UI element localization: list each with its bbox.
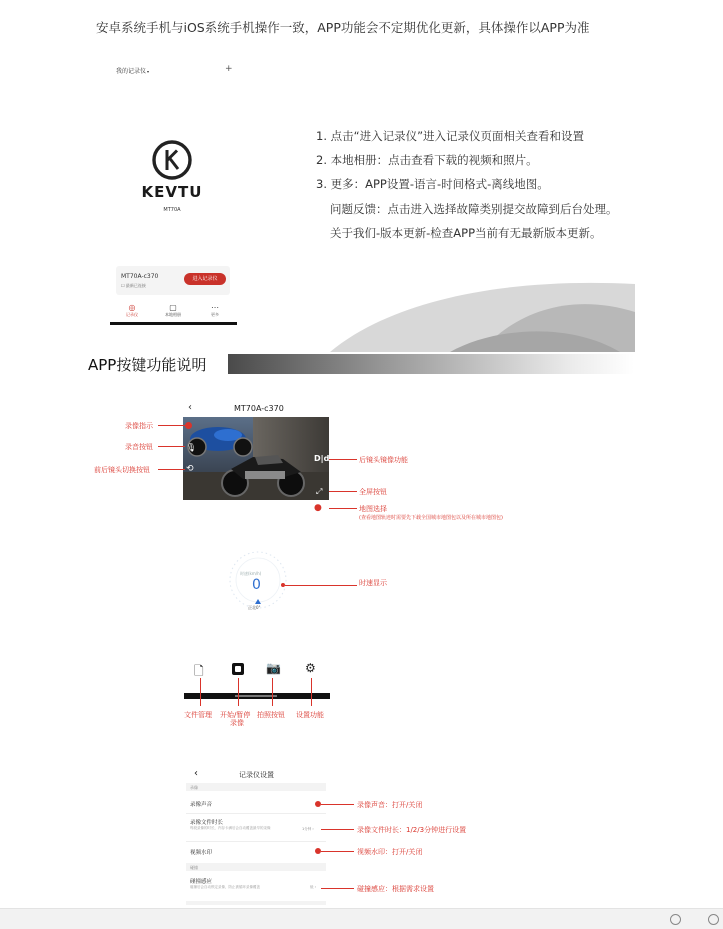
record-start-pause-icon[interactable]: [232, 663, 244, 675]
label-start-pause: 开始/暂停: [220, 711, 251, 719]
leader-line: [329, 459, 357, 460]
desc-line-4: 问题反馈：点击进入选择故障类别提交故障到后台处理。: [330, 202, 618, 216]
leader-line: [321, 888, 354, 889]
mirror-icon[interactable]: D|d: [314, 454, 330, 463]
switch-camera-icon[interactable]: ⟲: [186, 464, 194, 474]
tab-more-label: 更多: [211, 312, 219, 317]
divider: [186, 841, 326, 842]
more-icon: ⋯: [211, 303, 219, 312]
leader-line: [329, 508, 357, 509]
item-file-length-value[interactable]: 1分钟 ›: [302, 827, 314, 831]
note-video-watermark: 视频水印：打开/关闭: [357, 848, 423, 856]
settings-title: 记录仪设置: [239, 771, 274, 779]
circle-icon[interactable]: [708, 914, 719, 925]
motorcycle-photo: [183, 417, 329, 500]
section-title-bar: [228, 354, 634, 374]
label-record-indicator: 录像指示: [125, 422, 153, 430]
back-arrow-icon[interactable]: ‹: [194, 768, 198, 779]
settings-screen: [186, 763, 326, 905]
note-file-length: 录像文件时长：1/2/3分钟进行设置: [357, 826, 467, 834]
device-card[interactable]: [116, 266, 230, 295]
item-collision-desc: 碰撞后会自动锁定录像，防止被循环录像覆盖: [190, 885, 260, 889]
tab-more[interactable]: [200, 303, 230, 318]
item-video-watermark[interactable]: 视频水印: [190, 850, 213, 856]
album-icon: ▢: [169, 303, 177, 312]
section-title: APP按键功能说明: [88, 356, 207, 374]
brand-name: KEVTU: [141, 183, 203, 201]
speed-value: 0: [252, 577, 261, 593]
phone-header-title: [116, 66, 149, 75]
intro-text: 安卓系统手机与iOS系统手机操作一致，APP功能会不定期优化更新，具体操作以APP为准: [96, 20, 590, 35]
section-collision-label: 碰撞: [190, 865, 198, 870]
label-fullscreen: 全屏按钮: [359, 488, 387, 496]
enter-recorder-button[interactable]: 进入记录仪: [184, 273, 226, 285]
leader-line: [158, 425, 185, 426]
gear-icon[interactable]: ⚙: [305, 661, 316, 675]
leader-line: [200, 678, 201, 706]
label-photo-button: 拍照按钮: [257, 711, 285, 719]
toolbar-segment: [235, 695, 277, 697]
leader-line: [158, 446, 185, 447]
label-file-management: 文件管理: [184, 711, 212, 719]
note-record-sound: 录像声音：打开/关闭: [357, 801, 423, 809]
leader-line: [285, 585, 357, 586]
device-screen-title: MT70A-c370: [234, 404, 284, 413]
item-file-length-desc: 每段录像的时长，内存卡满后会自动覆盖最早的录像: [190, 826, 271, 830]
desc-line-5: 关于我们-版本更新-检查APP当前有无最新版本更新。: [330, 226, 602, 240]
leader-line: [158, 469, 185, 470]
section-header-bg: [186, 863, 326, 871]
divider: [186, 901, 326, 905]
divider: [186, 813, 326, 814]
device-card-title: MT70A-c370: [121, 273, 159, 280]
label-map-select: 地图选择: [359, 505, 387, 513]
label-switch-camera: 前后镜头切换按钮: [94, 466, 150, 474]
section-record-label: 录像: [190, 785, 198, 790]
label-audio-button: 录音按钮: [125, 443, 153, 451]
map-pin-icon[interactable]: ●: [314, 503, 322, 513]
tab-recorder-label: 记录仪: [126, 312, 138, 317]
file-icon[interactable]: 🗋: [194, 664, 204, 678]
desc-line-2: 2. 本地相册：点击查看下载的视频和照片。: [316, 153, 538, 167]
label-settings: 设置功能: [296, 711, 324, 719]
chevron-down-icon: ▾: [147, 69, 150, 74]
kevtu-logo-icon: [150, 138, 194, 182]
item-file-length[interactable]: 录像文件时长: [190, 820, 224, 826]
viewer-footer: [0, 908, 723, 929]
label-rear-mirror: 后镜头镜像功能: [359, 456, 408, 464]
leader-line: [321, 851, 354, 852]
decorative-swoosh: [330, 282, 635, 352]
device-card-status: ☐ 最新已连接: [121, 283, 146, 288]
plus-icon[interactable]: +: [225, 64, 233, 74]
map-select-note: (查看地图轨迹时需要先下载全国城市地图包以及所在城市地图包): [359, 515, 503, 521]
label-speed-display: 时速显示: [359, 579, 387, 587]
note-collision: 碰撞感应：根据需求设置: [357, 885, 434, 893]
speed-unit-label: 时速(km/h): [240, 571, 262, 576]
camera-icon[interactable]: 📷: [266, 661, 281, 675]
leader-line: [329, 491, 357, 492]
back-arrow-icon[interactable]: ‹: [188, 402, 192, 413]
model-name: MT70A: [163, 207, 181, 213]
leader-line: [321, 829, 354, 830]
phone-tabbar: [110, 303, 237, 323]
item-collision-value[interactable]: 低 ›: [310, 885, 317, 889]
item-collision[interactable]: 碰撞感应: [190, 879, 213, 885]
record-indicator-icon: [185, 422, 192, 429]
label-start-pause-2: 录像: [230, 719, 244, 727]
leader-line: [311, 678, 312, 706]
leader-line: [321, 804, 354, 805]
phone-header-label: 我的记录仪: [116, 68, 147, 75]
brand-logo: [130, 138, 214, 213]
leader-line: [238, 678, 239, 706]
microphone-icon[interactable]: 🎙: [186, 443, 197, 452]
desc-line-3: 3. 更多：APP设置-语言-时间格式-离线地图。: [316, 177, 549, 191]
live-preview: [183, 417, 329, 500]
fullscreen-icon[interactable]: ⤢: [316, 487, 323, 496]
leader-line: [272, 678, 273, 706]
recorder-icon: ◎: [128, 303, 136, 312]
heading-label: 正北0°: [248, 605, 261, 610]
tab-recorder[interactable]: [117, 303, 147, 318]
desc-line-1: 1. 点击“进入记录仪”进入记录仪页面相关查看和设置: [316, 129, 585, 143]
item-record-sound[interactable]: 录像声音: [190, 802, 213, 808]
tab-local-album[interactable]: [158, 303, 188, 318]
home-indicator-bar: [110, 322, 237, 325]
tab-local-album-label: 本地相册: [165, 312, 181, 317]
section-header-bg: [186, 783, 326, 791]
circle-icon[interactable]: [670, 914, 681, 925]
